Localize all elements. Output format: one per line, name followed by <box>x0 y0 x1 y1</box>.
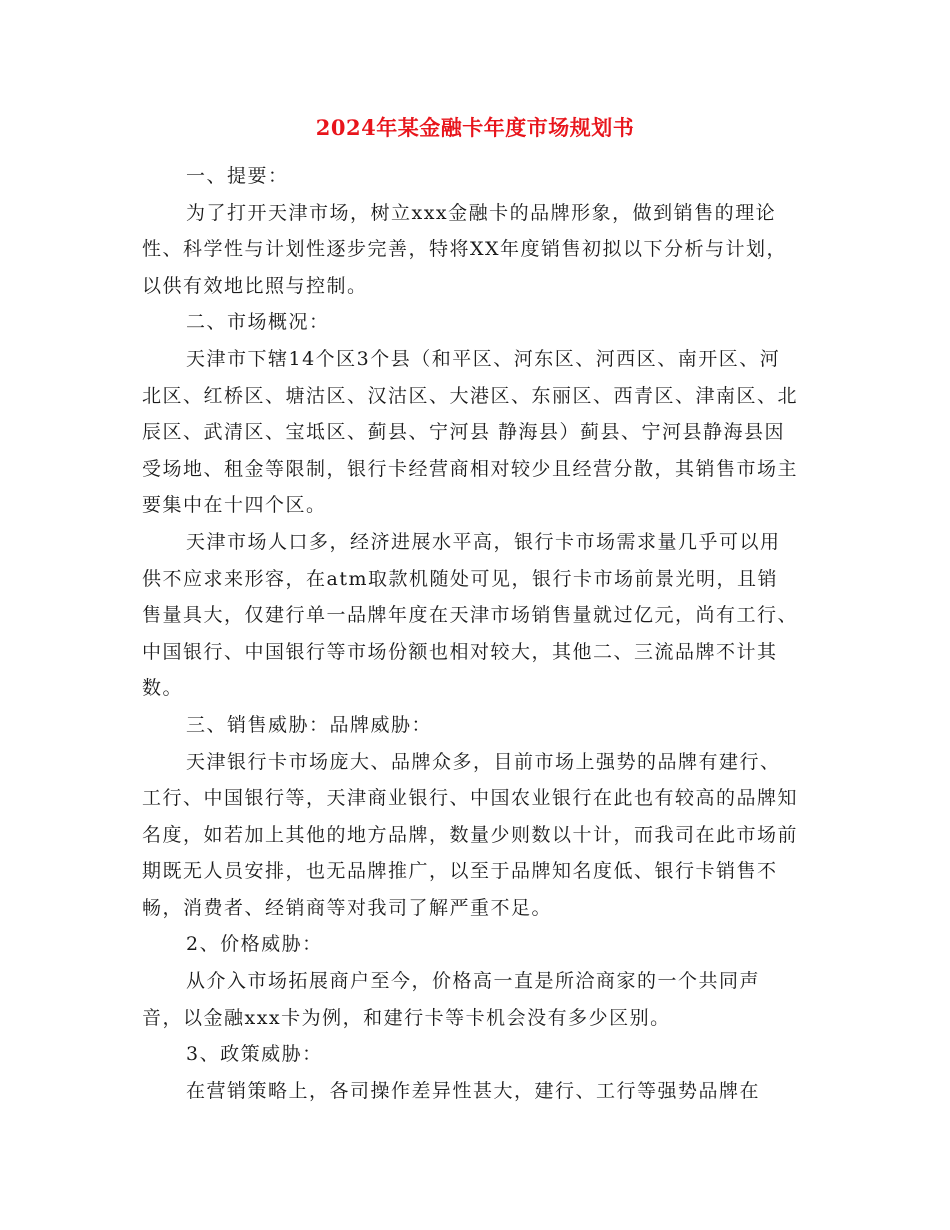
paragraph: 为了打开天津市场，树立xxx金融卡的品牌形象，做到销售的理论性、科学性与计划性逐步完善，特将XX年度销售初拟以下分析与计划，以供有效地比照与控制。 <box>142 201 788 297</box>
paragraph: 从介入市场拓展商户至今，价格高一直是所洽商家的一个共同声音，以金融xxx卡为例，和建行卡等卡机会没有多少区别。 <box>142 970 761 1029</box>
document-body <box>142 158 798 1109</box>
paragraph: 在营销策略上，各司操作差异性甚大，建行、工行等强势品牌在 <box>186 1079 761 1102</box>
subheading-price-threat: 2、价格威胁： <box>186 933 323 956</box>
paragraph: 天津银行卡市场庞大、品牌众多，目前市场上强势的品牌有建行、工行、中国银行等，天津商业银行、中国农业银行在此也有较高的品牌知名度，如若加上其他的地方品牌，数量少则数以十计，而我司在此市场前期既无人员安排，也无品牌推广，以至于品牌知名度低、银行卡销售不畅，消费者、经销商等对我司了解严重不足。 <box>142 750 799 919</box>
subheading-policy-threat: 3、政策威胁： <box>186 1043 323 1066</box>
paragraph: 天津市下辖14个区3个县（和平区、河东区、河西区、南开区、河北区、红桥区、塘沽区、汉沽区、大港区、东丽区、西青区、津南区、北辰区、武清区、宝坻区、蓟县、宁河县 静海县）蓟县、宁河县静海县因受场地、租金等限制，银行卡经营商相对较少且经营分散，其销售市场主要集中在十四个区。 <box>142 347 799 517</box>
section-heading-sales-threats: 三、销售威胁：品牌威胁： <box>186 713 433 736</box>
document-title: 2024年某金融卡年度市场规划书 <box>315 115 635 140</box>
section-heading-summary: 一、提要： <box>186 165 289 187</box>
section-heading-market-overview: 二、市场概况： <box>186 311 330 334</box>
paragraph: 天津市场人口多，经济进展水平高，银行卡市场需求量几乎可以用供不应求来形容，在atm取款机随处可见，银行卡市场前景光明，且销售量具大，仅建行单一品牌年度在天津市场销售量就过亿元，尚有工行、中国银行、中国银行等市场份额也相对较大，其他二、三流品牌不计其数。 <box>142 530 799 700</box>
